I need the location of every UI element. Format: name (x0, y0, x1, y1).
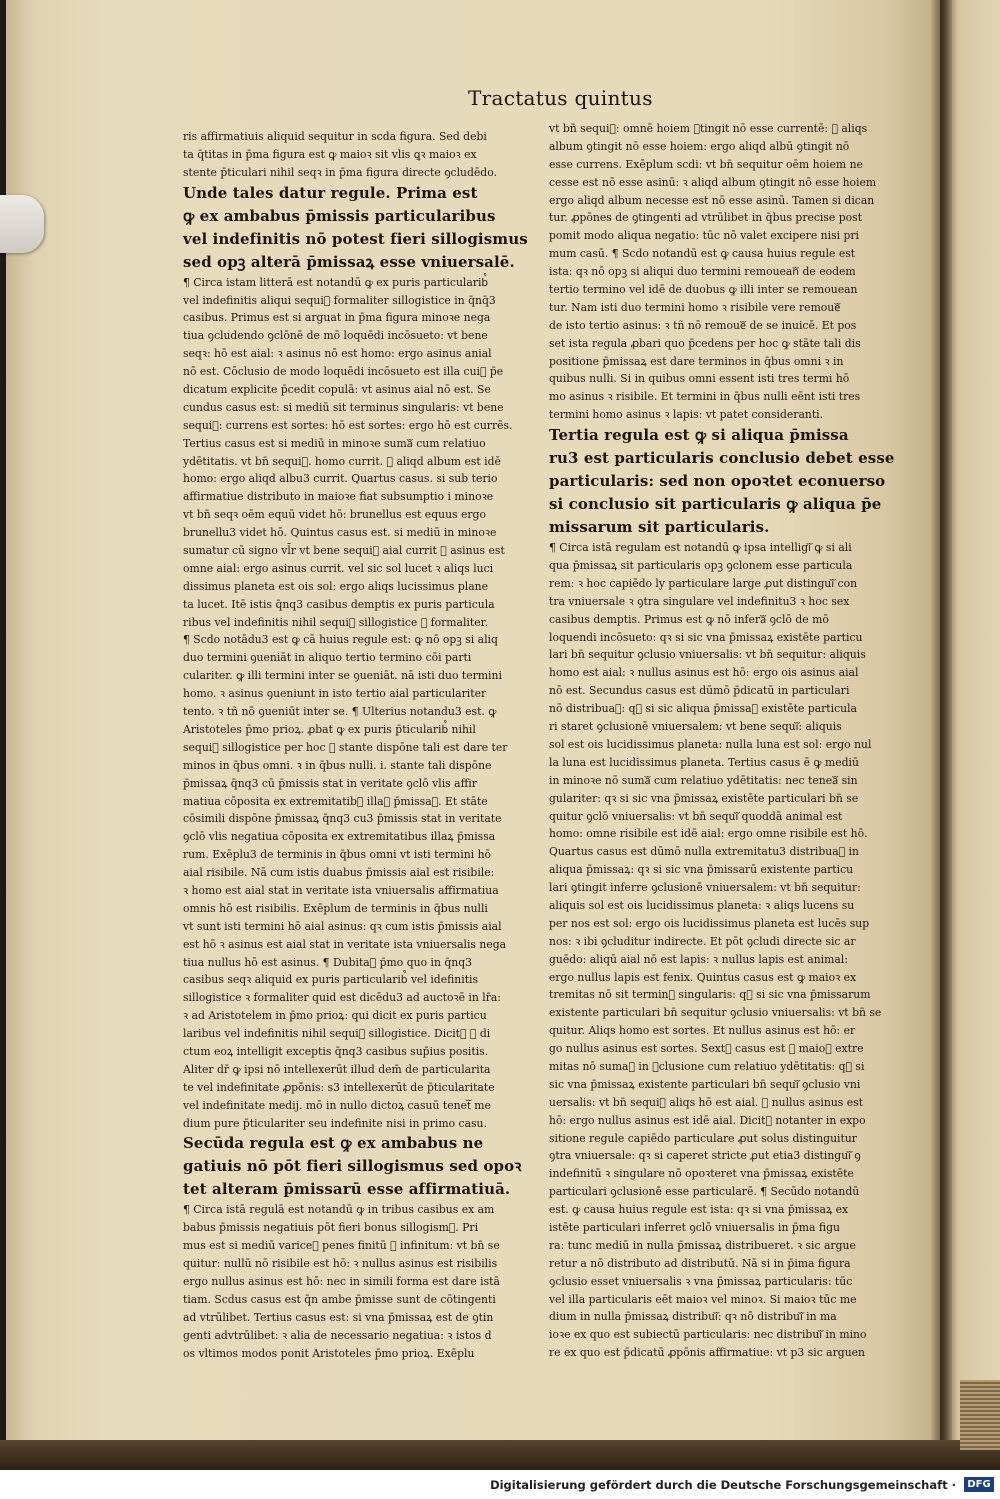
text-line: nos: ꝛ ibi ꝯcluditur indirecte. Et pōt ꝯcludi directe sic ar (549, 934, 856, 948)
text-line: re ex quo est p̄dicatū ꝓpōnis affirmatiue: vt p3 sic arguen (549, 1346, 865, 1360)
text-line: ctum eoꝝ intelligit exceptis q̄nq3 casibus sup̄ius positis. (183, 1044, 489, 1058)
book-gutter (930, 0, 952, 1458)
text-line: cōsimili dispōne p̄missaꝝ q̄nq3 cu3 p̄missis stat in veritate (183, 812, 502, 826)
footer-bar (0, 1470, 1000, 1499)
text-line: babus p̄missis negatiuis pōt fieri bonus sillogism᷒. Pri (183, 1221, 479, 1235)
text-line: nō distribuaᷓ: qꝛ si sic aliqua p̄missaꝝ existēte particula (549, 702, 857, 716)
text-line: dissimus planeta est ois sol: ergo aliqs lucissimus plane (183, 579, 488, 593)
text-line: vt bn̄ seqꝛ oēm equū videt hō: brunellus est equus ergo (183, 508, 486, 522)
text-line: ergo nullus asinus est hō: nec in simili forma est dare istā (183, 1274, 500, 1288)
text-line: tiua nullus hō est asinus. ¶ Dubitaᷓ p̄mo quo in q̄nq3 (183, 955, 473, 969)
text-line: in minoꝛe nō sumaᷓ cum relatiuo ydētitatis: nec teneaᷓ sin (549, 773, 858, 787)
text-line: seqꝛ: hō est aial: ꝛ asinus nō est homo: ergo asinus anial (183, 347, 492, 361)
text-column-right (549, 120, 919, 1362)
text-line: ¶ Scdo notādu3 est ꝙ cā huius regule est: ꝙ nō opꝫ si aliq (183, 633, 498, 647)
text-line: homo: ergo aliqd albu3 currit. Quartus casus. si sub terio (183, 472, 498, 486)
text-line: tur. ꝓpōnes de ꝯtingenti ad vtrūlibet in q̄bus precise post (549, 211, 863, 225)
text-line: stente p̄ticulari nihil seqꝛ in p̄ma figura directe ꝯcludēdo. (183, 165, 497, 179)
text-line: ꝛ homo est aial stat in veritate ista vniuersalis affirmatiua (183, 883, 499, 897)
text-line: casibus demptis. Primus est ꝙ nō inferaᷓ ꝯclō de mō (549, 612, 829, 626)
text-line: mo asinus ꝛ risibile. Et termini in q̄bus nulli eēnt isti tres (549, 390, 861, 404)
text-line: ꝛ ad Aristotelem in p̄mo prioꝝ: qui dicit ex puris particu (183, 1009, 487, 1023)
text-line: tiua ꝯcludendo ꝯclōnē de mō loquēdi incōsueto: vt bene (183, 329, 488, 343)
rule-heading-line: ꝙ ex ambabus p̄missis particularibus (183, 206, 496, 225)
text-line: hō: ergo nullus asinus est idē aial. Dicitᷓ notanter in expo (549, 1113, 866, 1127)
text-line: tento. ꝛ tñ nō ꝯueniūt inter se. ¶ Ulterius notandu3 est. ꝙ (183, 705, 497, 719)
text-line: cesse est nō esse asinū: ꝛ aliqd album ꝯtingit nō esse hoiem (549, 175, 877, 189)
text-line: sequiᷓ sillogistice per hoc ꝙ stante dispōne tali est dare ter (183, 740, 508, 754)
rule-heading-line: si conclusio sit particularis ꝙ aliqua p̄e (549, 495, 882, 514)
rule-heading-line: ru3 est particularis conclusio debet esse (549, 449, 895, 468)
text-line: ri staret ꝯclusionē vniuersalem: vt bene sequiᷓ: aliquis (549, 720, 842, 734)
text-line: sic vna p̄missaꝝ existente particulari bn̄ sequiᷓ ꝯclusio vni (549, 1077, 861, 1091)
text-line: existente particulari bn̄ sequitur ꝯclusio vniuersalis: vt bn̄ se (549, 1006, 882, 1020)
text-line: quibus nulli. Si in quibus omni essent isti tres termi hō (549, 372, 850, 386)
rule-heading-line: gatiuis nō pōt fieri sillogismus sed opoꝛ (183, 1157, 522, 1176)
text-line: la luna est lucidissimus planeta. Tertius casus ē ꝙ mediū (549, 755, 859, 769)
text-line: dium in nulla p̄missaꝝ distribuiᷓ: qꝛ nō distribuiᷓ in ma (549, 1310, 837, 1324)
text-line: est hō ꝛ asinus est aial stat in veritate ista vniuersalis nega (183, 937, 507, 951)
text-line: matiua cōposita ex extremitatib᷒ illaꝝ p̄missaꝝ. Et stāte (183, 794, 488, 808)
text-line: affirmatiue distributo in maioꝛe fiat subsumptio i minoꝛe (183, 490, 494, 504)
text-line: dicatum explicite p̄cedit copulā: vt asinus aial nō est. Se (183, 383, 491, 397)
text-line: nō est. Secundus casus est dūmō p̄dicatū in particulari (549, 684, 850, 698)
rule-heading-line: particularis: sed non opoꝛtet econuerso (549, 472, 886, 491)
text-line: ergo aliqd album necesse est nō esse asinū. Tamen si dican (549, 193, 875, 207)
text-line: quitur. Aliqs homo est sortes. Et nullus asinus est hō: er (549, 1024, 856, 1038)
text-line: rum. Exēplu3 de terminis in q̄bus omni vt isti termini hō (183, 848, 492, 862)
text-line: mus est si mediū variceᷓ penes finitū ꝛ infinitum: vt bn̄ se (183, 1239, 500, 1253)
text-line: culariter. ꝙ illi termini inter se ꝯueniāt. nā isti duo termini (183, 669, 502, 683)
text-line: casibus seqꝛ aliquid ex puris particularib᷒ vel idefinitis (183, 973, 479, 987)
text-line: gulariter: qꝛ si sic vna p̄missaꝝ existēte particulari bn̄ se (549, 791, 859, 805)
text-line: aial risibile. Nā cum istis duabus p̄missis aial est risibile: (183, 866, 495, 880)
rule-heading-line: tet alteram p̄missarū esse affirmatiuā. (183, 1180, 511, 1199)
text-line: ista: qꝛ nō opꝫ si aliqui duo termini remoueanᷓ de eodem (549, 265, 856, 279)
text-line: aliqua p̄missaꝝ: qꝛ si sic vna p̄missarū existente particu (549, 863, 854, 877)
rule-heading-line: Tertia regula est ꝙ si aliqua p̄missa (549, 426, 849, 445)
text-line: vel indefinitate medij. mō in nullo dictoꝝ casuū tenetᷓ me (183, 1098, 491, 1112)
text-line: ta lucet. Itē istis q̄nq3 casibus demptis ex puris particula (183, 597, 495, 611)
text-line: homo. ꝛ asinus ꝯueniunt in isto tertio aial particulariter (183, 687, 487, 701)
text-line: ra: tunc mediū in nulla p̄missaꝝ distribueret. ꝛ sic argue (549, 1238, 856, 1252)
text-line: duo termini ꝯueniāt in aliquo tertio termino cōi parti (183, 651, 472, 665)
text-line: cundus casus est: si mediū sit terminus singularis: vt bene (183, 400, 504, 414)
text-line: nō est. Cōclusio de modo loquēdi incōsueto est illa cui᷒ p̄e (183, 365, 504, 379)
text-line: sillogistice ꝛ formaliter quid est dicēdu3 ad auctoꝛē in lr̄a: (183, 991, 501, 1005)
text-line: rem: ꝛ hoc capiēdo ly particulare large ꝓut distinguiᷓ con (549, 576, 858, 590)
book-bottom-edge (0, 1440, 1000, 1470)
rule-heading-line: missarum sit particularis. (549, 518, 770, 537)
text-line: mitas nō sumaᷓ in ꝯclusione cum relatiuo ydētitatis: qꝛ si (549, 1059, 865, 1073)
text-line: loquendi incōsueto: qꝛ si sic vna p̄missaꝝ existēte particu (549, 630, 863, 644)
text-line: particulari ꝯclusionē esse particularē. ¶ Secūdo notandū (549, 1185, 860, 1199)
text-line: ꝯclusio esset vniuersalis ꝛ vna p̄missaꝝ particularis: tūc (549, 1274, 853, 1288)
text-line: go nullus asinus est sortes. Sextᷓ casus est ꝙ maioꝛ extre (549, 1042, 864, 1056)
text-line: sitione regule capiēdo particulare ꝓut solus distinguitur (549, 1131, 857, 1145)
text-line: quitur ꝯclō vniuersalis: vt bn̄ sequiᷓ quoddā animal est (549, 809, 843, 823)
text-line: tiam. Scdus casus est q̄n ambe p̄misse sunt de cōtingenti (183, 1292, 496, 1306)
text-line: vel illa particularis eēt maioꝛ vel minoꝛ. Si maioꝛ tūc me (549, 1292, 857, 1306)
text-line: uersalis: vt bn̄ sequiᷓ aliqs hō est aial. ꝛ nullus asinus est (549, 1095, 864, 1109)
text-line: lari bn̄ sequitur ꝯclusio vniuersalis: vt bn̄ sequitur: aliquis (549, 648, 866, 662)
text-line: Quartus casus est dūmō nulla extremitatu3 distribuaᷓ in (549, 845, 859, 859)
text-line: per nos est sol: ergo ois lucidissimus planeta est lucēs sup (549, 916, 870, 930)
text-line: tur. Nam isti duo termini homo ꝛ risibile vere remoueᷓ (549, 300, 841, 314)
rule-heading-line: sed opꝫ alterā p̄missaꝝ esse vniuersalē. (183, 252, 515, 271)
text-line: guēdo: aliqū aial nō est lapis: ꝛ nullus lapis est animal: (549, 952, 848, 966)
text-line: vel indefinitis aliqui sequiᷓ formaliter sillogistice in q̄nq̄3 (183, 293, 496, 307)
text-line: Tertius casus est si mediū in minoꝛe sumaᷓ cum relatiuo (183, 436, 486, 450)
text-line: tra vniuersale ꝛ ꝯtra singulare vel indefinitu3 ꝛ hoc sex (549, 594, 850, 608)
text-line: sequiᷓ: currens est sortes: hō est sortes: ergo hō est currēs. (183, 418, 513, 432)
text-line: ta q̄titas in p̄ma figura est ꝙ maioꝛ sit vlis ꝗꝛ maioꝛ ex (183, 147, 477, 161)
text-line: qua p̄missaꝝ sit particularis opꝫ ꝯclonem esse particula (549, 559, 853, 573)
text-line: homo: omne risibile est idē aial: ergo omne risibile est hō. (549, 827, 868, 841)
text-line: Aristoteles p̄mo prioꝝ. ꝓbat ꝙ ex puris p̄ticularib᷒ nihil (183, 722, 476, 736)
text-line: mum casū. ¶ Scdo notandū est ꝙ causa huius regule est (549, 247, 856, 261)
text-line: quitur: nullū nō risibile est hō: ꝛ nullus asinus est risibilis (183, 1257, 498, 1271)
text-line: aliquis sol est ois lucidissimus planeta: ꝛ aliqs lucens su (549, 898, 855, 912)
text-line: te vel indefinitate ꝓpōnis: s3 intellexerūt de p̄ticularitate (183, 1080, 495, 1094)
rule-heading-line: Secūda regula est ꝙ ex ambabus ne (183, 1134, 484, 1153)
text-line: tremitas nō sit terminᷓ singularis: qꝛ si sic vna p̄missarum (549, 988, 871, 1002)
text-line: omne aial: ergo asinus currit. vel sic sol lucet ꝛ aliqs luci (183, 561, 494, 575)
text-line: ad vtrūlibet. Tertius casus est: si vna p̄missaꝝ est de ꝯtin (183, 1310, 494, 1324)
text-line: Aliter dr̄ ꝙ ipsi nō intellexerūt illud dem̄ de particularita (183, 1062, 491, 1076)
text-column-left (183, 128, 533, 1362)
text-line: ꝯclō vlis negatiua cōposita ex extremitatibus illaꝝ p̄missa (183, 830, 496, 844)
text-line: ris affirmatiuis aliquid sequitur in scda figura. Sed debi (183, 130, 487, 143)
text-line: ribus vel indefinitis nihil sequiᷓ sillogistice ꝛ formaliter. (183, 615, 489, 629)
text-line: sol est ois lucidissimus planeta: nulla luna est sol: ergo nul (549, 737, 872, 751)
text-line: os vltimos modos ponit Aristoteles p̄mo prioꝝ. Exēplu (183, 1346, 475, 1360)
text-line: ydētitatis. vt bn̄ sequiᷓ. homo currit. ꝛ aliqd album est idē (183, 454, 501, 468)
text-line: vt sunt isti termini hō aial asinus: qꝛ cum istis p̄missis aial (183, 919, 502, 933)
text-line: est. ꝙ causa huius regule est ista: qꝛ si vna p̄missaꝝ ex (549, 1203, 849, 1217)
text-line: dium pure p̄ticulariter seu indefinite nisi in primo casu. (183, 1116, 487, 1130)
text-line: vt bn̄ sequiᷓ: omnē hoiem ꝯtingit nō esse currentē: ꝛ aliqs (549, 122, 868, 135)
text-line: minos in q̄bus omni. ꝛ in q̄bus nulli. i. stante tali dispōne (183, 758, 492, 772)
text-line: casibus. Primus est si arguat in p̄ma figura minoꝛe nega (183, 311, 491, 325)
running-title: Tractatus quintus (468, 86, 653, 110)
text-line: lari ꝯtingit inferre ꝯclusionē vniuersalem: vt bn̄ sequitur: (549, 881, 861, 895)
text-line: retur a nō distributo ad distributū. Nā si in p̄ima figura (549, 1256, 851, 1270)
text-line: ¶ Circa istam litterā est notandū ꝙ ex puris particularib᷒ (183, 275, 489, 289)
text-line: ꝯtra vniuersale: qꝛ si caperet stricte ꝓut etia3 distinguiᷓ ꝯ (549, 1149, 861, 1163)
text-line: omnis hō est risibilis. Exēplum de terminis in q̄bus nulli (183, 901, 488, 915)
text-line: album ꝯtingit nō esse hoiem: ergo aliqd albū ꝯtingit nō (549, 139, 850, 153)
text-line: genti advtrūlibet: ꝛ alia de necessario negatiua: ꝛ istos d (183, 1328, 492, 1342)
text-line: de isto tertio asinus: ꝛ tñ nō remoueᷓ de se inuicē. Et pos (549, 318, 857, 332)
text-line: ¶ Circa istā regulā est notandū ꝙ in tribus casibus ex am (183, 1203, 495, 1217)
text-line: ioꝛe ex quo est subiectū particularis: nec distribuiᷓ in mino (549, 1328, 867, 1342)
text-line: esse currens. Exēplum scdi: vt bn̄ sequitur oēm hoiem ne (549, 157, 863, 171)
rule-heading-line: vel indefinitis nō potest fieri sillogismus (183, 229, 528, 248)
rule-heading-line: Unde tales datur regule. Prima est (183, 183, 478, 202)
text-line: p̄missaꝝ q̄nq3 cū p̄missis stat in veritate ꝯclō vlis affir (183, 776, 477, 790)
footer-credit: Digitalisierung gefördert durch die Deutsche Forschungsgemeinschaft · (490, 1478, 956, 1492)
dfg-logo: DFG (964, 1477, 994, 1492)
page-holder-clip (0, 195, 44, 253)
text-line: positione p̄missaꝝ est dare terminos in q̄bus omni ꝛ in (549, 354, 844, 368)
text-line: brunellu3 videt hō. Quintus casus est. si mediū in minoꝛe (183, 526, 497, 540)
text-line: tertio termino vel idē de duobus ꝙ illi inter se remouean (549, 283, 858, 297)
text-line: istēte particulari inferret ꝯclō vniuersalis in p̄ma figu (549, 1220, 840, 1234)
text-line: ergo nullus lapis est fenix. Quintus casus est ꝙ maioꝛ ex (549, 970, 857, 984)
text-line: sumatur cū signo vl̄r vt bene sequiᷓ aial currit ꝛ asinus est (183, 544, 505, 558)
text-line: ¶ Circa istā regulam est notandū ꝙ ipsa intelligiᷓ ꝙ si ali (549, 541, 852, 555)
text-line: pomit modo aliqua negatio: tūc nō valet excipere nisi pri (549, 229, 860, 243)
text-line: termini homo asinus ꝛ lapis: vt patet consideranti. (549, 408, 824, 422)
text-line: laribus vel indefinitis nihil sequiᷓ sillogistice. Dicitᷓ ꝙ di (183, 1027, 491, 1041)
text-line: indefinitū ꝛ singulare nō opoꝛteret vna p̄missaꝝ existēte (549, 1167, 854, 1181)
text-line: set ista regula ꝓbari quo p̄cedens per hoc ꝙ stāte tali dis (549, 336, 861, 350)
text-line: homo est aial: ꝛ nullus asinus est hō: ergo ois asinus aial (549, 666, 859, 680)
page-edges (960, 1380, 1000, 1450)
